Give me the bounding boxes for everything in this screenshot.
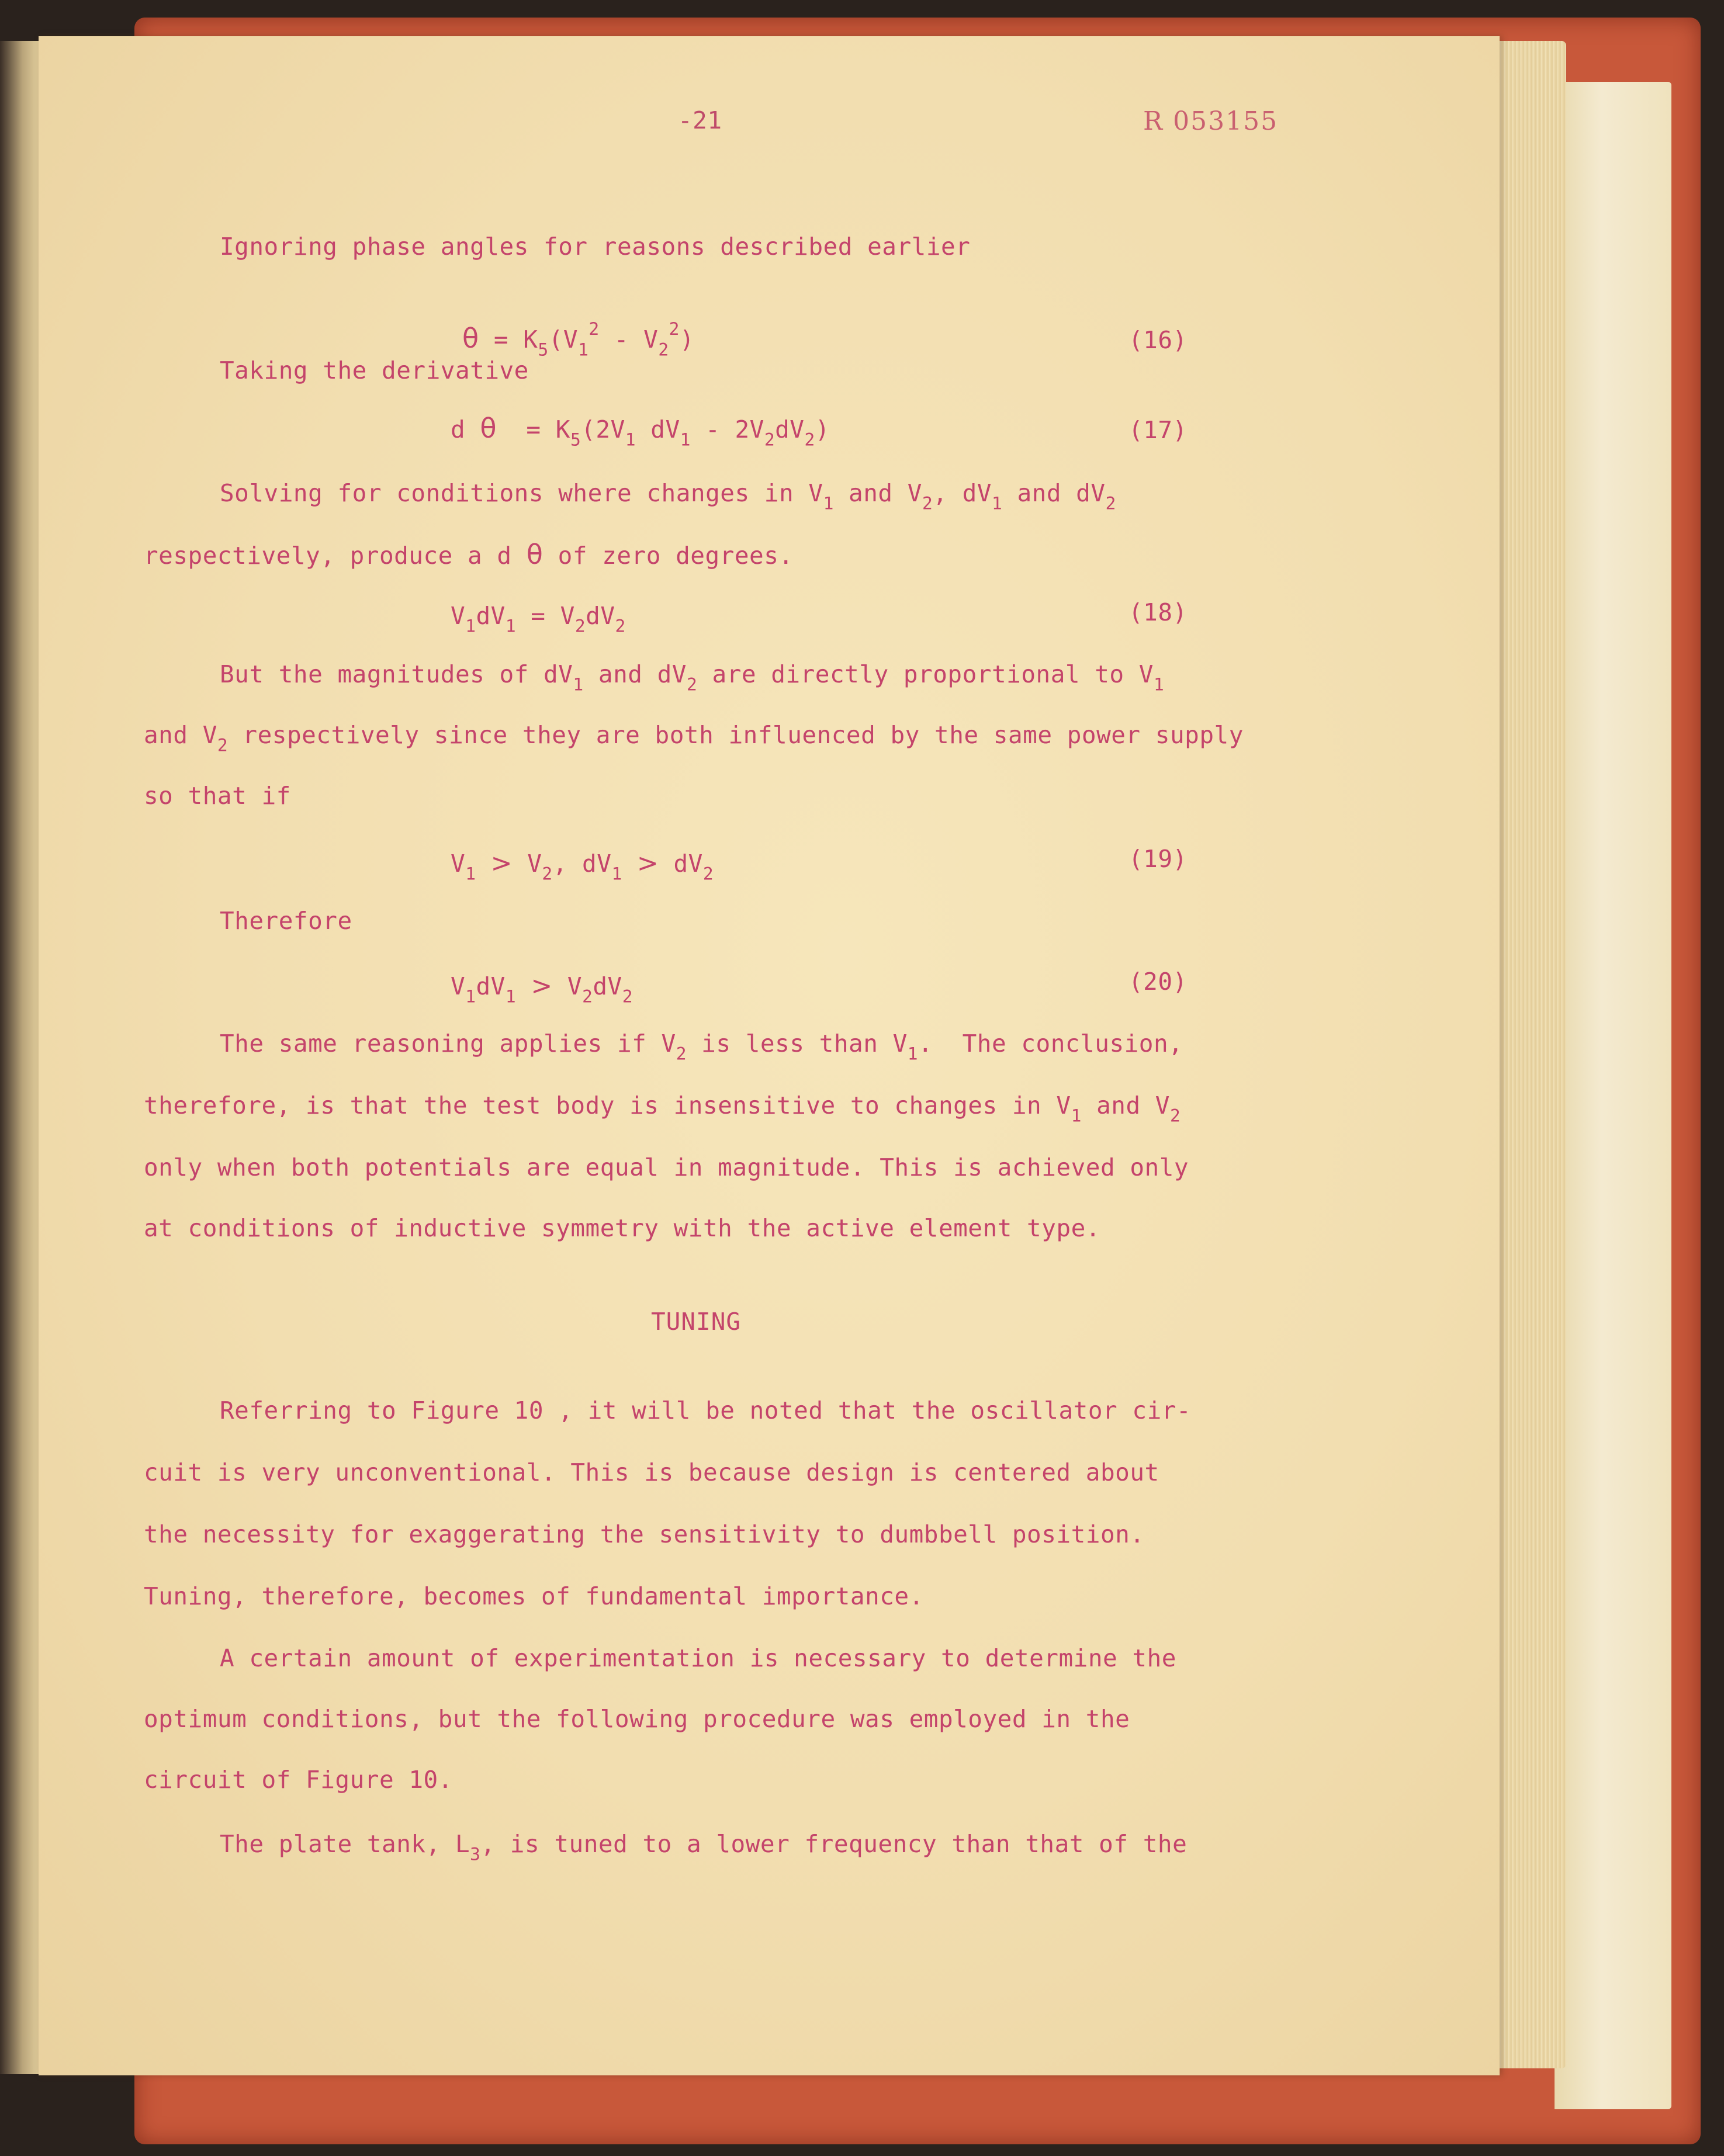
paragraph-line: so that if [144, 782, 291, 810]
paragraph-line: the necessity for exaggerating the sensitivity to dumbbell position. [144, 1520, 1145, 1548]
equation-16: $\theta = K_5(V_1^2 - V_2^2)$ [462, 318, 695, 360]
paragraph-line: cuit is very unconventional. This is because design is centered about [144, 1458, 1159, 1486]
equation-19: $V_1 > V_2$, $dV_1 > dV_2$ [451, 848, 714, 884]
paragraph-line: Ignoring phase angles for reasons described earlier [220, 233, 971, 261]
equation-number: (17) [1128, 416, 1188, 444]
paragraph-line: circuit of Figure 10. [144, 1766, 453, 1794]
paragraph-line: The plate tank, $L_3$, is tuned to a lower frequency than that of the [220, 1830, 1188, 1864]
paragraph-line: at conditions of inductive symmetry with the active element type. [144, 1214, 1100, 1242]
paragraph-line: A certain amount of experimentation is necessary to determine the [220, 1644, 1176, 1672]
equation-number: (20) [1128, 968, 1188, 996]
paragraph-line: and $V_2$ respectively since they are both influenced by the same power supply [144, 721, 1244, 755]
equation-18: $V_1dV_1 = V_2dV_2$ [451, 602, 626, 636]
paragraph-line: optimum conditions, but the following procedure was employed in the [144, 1705, 1130, 1733]
equation-number: (18) [1128, 598, 1188, 626]
paragraph-line: Referring to Figure 10 , it will be noted that the oscillator cir- [220, 1396, 1192, 1424]
left-page-edge [0, 41, 44, 2074]
section-heading-tuning: TUNING [651, 1308, 742, 1336]
equation-number: (16) [1128, 326, 1188, 354]
paragraph-line: therefore, is that the test body is insensitive to changes in $V_1$ and $V_2$ [144, 1091, 1181, 1126]
equation-17: d $\theta = K_5(2V_1$ $dV_1 - 2V_2dV_2$) [451, 413, 830, 450]
paragraph-line: Therefore [220, 907, 352, 935]
document-id-stamp: R 053155 [1143, 106, 1279, 136]
paragraph-line: But the magnitudes of $dV_1$ and $dV_2$ are directly proportional to $V_1$ [220, 660, 1165, 695]
typewritten-page [39, 36, 1500, 2075]
page-number: -21 [678, 106, 722, 134]
equation-20: $V_1dV_1 > V_2dV_2$ [451, 971, 633, 1007]
paragraph-line: Solving for conditions where changes in $V_1$ and $V_2$, $dV_1$ and $dV_2$ [220, 479, 1116, 514]
paragraph-line: respectively, produce a d θ of zero degrees. [144, 539, 794, 570]
paragraph-line: Taking the derivative [220, 356, 529, 384]
paragraph-line: Tuning, therefore, becomes of fundamental importance. [144, 1582, 924, 1610]
paragraph-line: only when both potentials are equal in magnitude. This is achieved only [144, 1153, 1189, 1181]
equation-number: (19) [1128, 845, 1188, 873]
endpaper [1555, 82, 1671, 2109]
paragraph-line: The same reasoning applies if $V_2$ is less than $V_1$. The conclusion, [220, 1030, 1183, 1064]
